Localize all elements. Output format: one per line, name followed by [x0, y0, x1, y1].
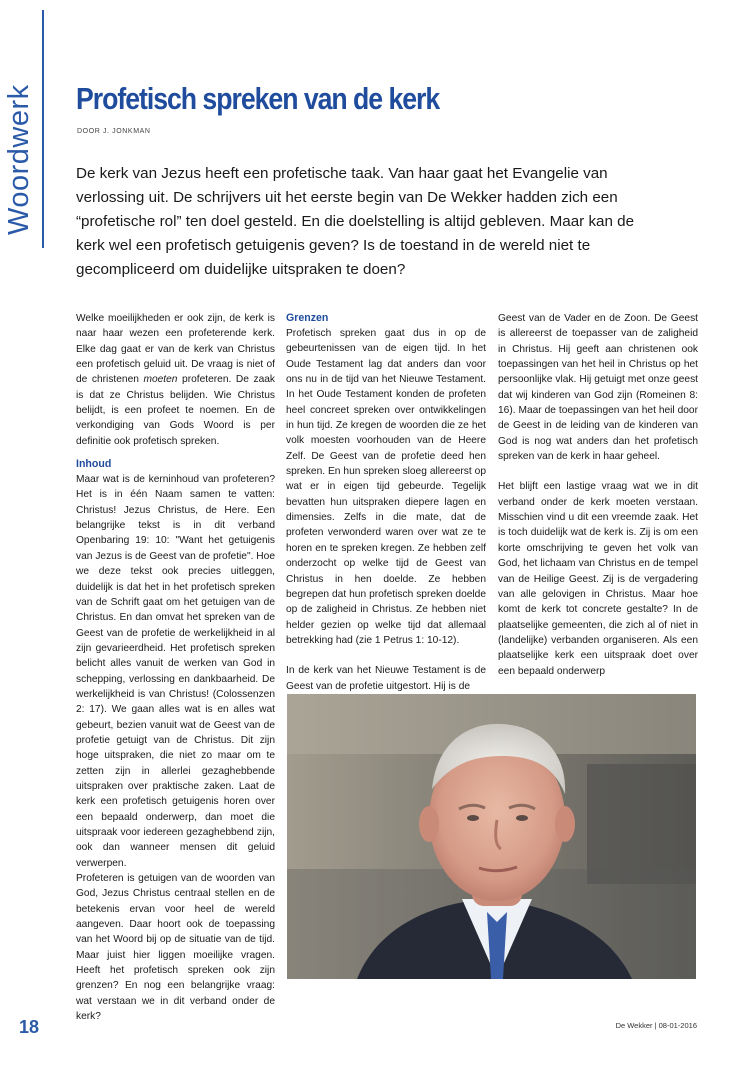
portrait-illustration: [287, 694, 696, 979]
column-3: [498, 311, 698, 679]
column-1-paragraph-3: Profeteren is getuigen van de woorden van God, Jezus Christus centraal stellen en de betekenis ervan voor heel de wereld aangeven. Daar hoort ook de toepassing van het Woord bij op de situatie van de tijd. Maar juist hier liggen moeilijke vragen. Heeft het profetisch spreken ook zijn grenzen? En nog een belangrijke vraag: wat verstaan we in dit verband onder de kerk?: [76, 873, 275, 1023]
footer-publication-date: De Wekker | 08-01-2016: [615, 1021, 697, 1030]
byline: DOOR J. JONKMAN: [77, 128, 151, 135]
heading-grenzen: Grenzen: [286, 312, 329, 324]
section-label: Woordwerk: [3, 84, 35, 235]
column-3-paragraph-1: Geest van de Vader en de Zoon. De Geest is allereerst de toepasser van de zaligheid in Christus. Hij geeft aan christenen ook toepassingen van het heil in Christus op het persoonlijke vlak. Hij getuigt met onze geest dat wij kinderen van God zijn (Romeinen 8: 16). Maar de toepassingen van het heil door de Geest in de leiding van de kinderen van God is nog wat anders dan het profetisch spreken van de kerk in haar geheel.: [498, 313, 698, 463]
intro-paragraph: De kerk van Jezus heeft een profetische taak. Van haar gaat het Evangelie van verlossing uit. De schrijvers uit het eerste begin van De Wekker hadden zich een “profetische rol” ten doel gesteld. En die doelstelling is altijd gebleven. Maar kan de kerk wel een profetisch getuigenis geven? Is de toestand in de wereld niet te gecompliceerd om duidelijke uitspraken te doen?: [76, 165, 635, 278]
side-rule: [42, 10, 44, 248]
column-2-paragraph-1: Profetisch spreken gaat dus in op de gebeurtenissen van de eigen tijd. In het Oude Testament lag dat anders dan voor ons nu in de tijd van het Nieuwe Testament. In het Oude Testament konden de profeten heel concreet spreken over ontwikkelingen in hun tijd. Ze kregen de woorden die ze het volk moesten voorhouden van de Heere Zelf. De Geest van de profetie deed hen spreken. En hun spreken sloeg allereerst op wat er in eigen tijd gebeurde. Tegelijk bevatten hun uitspraken diepere lagen en dimensies. Zelfs in die mate, dat de profeten verwonderd waren over wat ze te horen en te spreken kregen. Ze hebben zelf onderzocht op welke tijd de Geest van Christus in hen doelde. Ze hebben begrepen dat hun profetisch spreken doelde op de zaligheid in Christus. Ze hebben niet helder gezien op welke tijd dat allemaal betrekking had (zie 1 Petrus 1: 10-12).: [286, 328, 486, 646]
column-2-paragraph-2: In de kerk van het Nieuwe Testament is de Geest van de profetie uitgestort. Hij is de: [286, 665, 486, 692]
column-1: [76, 311, 275, 1024]
heading-inhoud: Inhoud: [76, 458, 112, 471]
column-1-paragraph-1: Welke moeilijkheden er ook zijn, de kerk is naar haar wezen een profeterende kerk. Elke dag gaat er van de kerk van Christus een profetisch geluid uit. De vraag is niet of de christenen moeten profeteren. De zaak is dat ze Christus belijden. Wie Christus belijdt, is een profeet te noemen. En de verkondiging van Gods Woord is per definitie ook profetisch spreken.: [76, 313, 275, 447]
page-number: 18: [19, 1017, 40, 1037]
column-1-paragraph-2: Maar wat is de kerninhoud van profeteren? Het is in één Naam samen te vatten: Christus! Jezus Christus, de Here. Een belangrijke tekst is in dit verband Openbaring 19: 10: "Want het getuigenis van Jezus is de Geest van de profetie". Hoe we deze tekst ook precies uitleggen, duidelijk is dat het in het profetisch spreken van de Schrift gaat om het getuigen van de Christus. En dan omvat het spreken van de Geest van de profetie de werkelijkheid in al zijn gevarieerdheid. Het profetisch spreken belicht alles vanuit de werken van God in schepping, verlossing en dankbaarheid. De werkelijkheid is van Christus! (Colossenzen 2: 17). We gaan alles wat is en alles wat gebeurt, bezien vanuit wat de Geest van de profetie getuigt van de Christus. Dit zijn hoge uitspraken, die niet zo maar om te zetten zijn in allerlei gezaghebbende uitspraken over praktische zaken. Laat de kerk een profetisch getuigenis horen over een bepaald onderwerp, dan moet die uitspraak voor iedereen gezaghebbend zijn, ook dan wanneer mensen dit geluid verwerpen.: [76, 474, 275, 869]
column-3-paragraph-2: Het blijft een lastige vraag wat we in dit verband onder de kerk moeten verstaan. Misschien vind u dit een vreemde zaak. Het is toch duidelijk wat de kerk is. Zij is om een korte omschrijving te geven het volk van God, het lichaam van Christus en de tempel van de Heilige Geest. Zij is de vergadering van alle gelovigen in Christus. Maar hoe komt de kerk tot concrete gestalte? In de plaatselijke gemeenten, die zich al of niet in (landelijke) verbanden organiseren. Als een plaatselijke kerk een uitspraak doet over een bepaald onderwerp: [498, 481, 698, 677]
emphasis: moeten: [143, 374, 178, 386]
column-2: [286, 311, 486, 694]
author-photo: [287, 694, 696, 979]
article-title: Profetisch spreken van de kerk: [76, 81, 440, 116]
